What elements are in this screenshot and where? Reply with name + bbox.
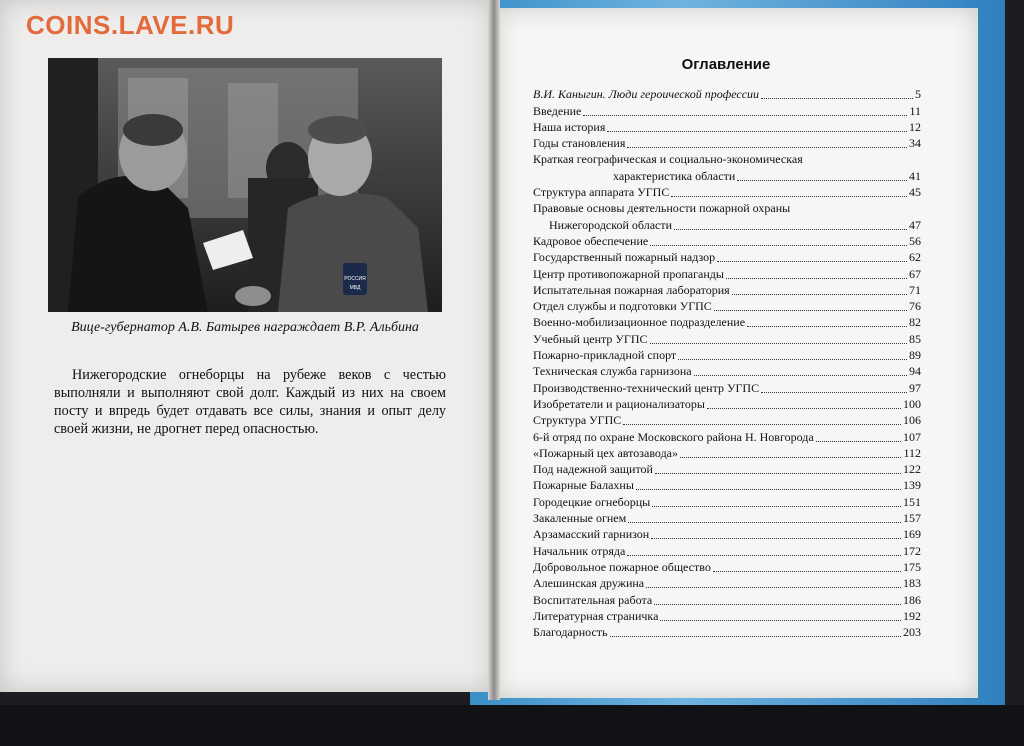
- toc-leader-dots: [726, 278, 907, 279]
- toc-entry-title: Воспитательная работа: [533, 592, 653, 607]
- toc-leader-dots: [680, 457, 901, 458]
- toc-entry-title: Пожарно-прикладной спорт: [533, 348, 677, 363]
- toc-entry-page: 56: [909, 233, 921, 248]
- toc-entry-page: 34: [909, 136, 921, 151]
- toc-entry-page: 183: [903, 576, 921, 591]
- toc-entry-title: Правовые основы деятельности пожарной охраны: [533, 201, 791, 216]
- toc-entry-title: Кадровое обеспечение: [533, 233, 649, 248]
- toc-entry-page: 94: [909, 364, 921, 379]
- toc-entry-title: Городецкие огнеборцы: [533, 494, 651, 509]
- toc-entry: [533, 379, 921, 395]
- toc-entry-title: Под надежной защитой: [533, 462, 653, 477]
- toc-entry-title: характеристика области: [613, 168, 736, 183]
- toc-leader-dots: [707, 408, 901, 409]
- toc-leader-dots: [627, 555, 901, 556]
- toc-entry-title: Техническая служба гарнизона: [533, 364, 692, 379]
- toc-leader-dots: [713, 571, 901, 572]
- toc-entry: [533, 347, 921, 363]
- toc-entry-title: Добровольное пожарное общество: [533, 559, 711, 574]
- toc-entry-page: 62: [909, 250, 921, 265]
- toc-entry-page: 169: [903, 527, 921, 542]
- toc-entry-title: Структура УГПС: [533, 413, 622, 428]
- toc-entry-page: 76: [909, 299, 921, 314]
- watermark: COINS.LAVE.RU: [26, 10, 235, 40]
- toc-leader-dots: [583, 115, 907, 116]
- toc-entry-page: 192: [903, 608, 921, 623]
- toc-entry: [533, 624, 921, 640]
- toc-leader-dots: [607, 131, 907, 132]
- toc-leader-dots: [671, 196, 907, 197]
- toc-leader-dots: [651, 538, 901, 539]
- toc-entry: [533, 282, 921, 298]
- toc-entry-page: 89: [909, 348, 921, 363]
- toc-entry-page: 186: [903, 592, 921, 607]
- toc-entry: [533, 412, 921, 428]
- toc-entry-title: Изобретатели и рационализаторы: [533, 396, 705, 411]
- toc-entry: [533, 200, 921, 216]
- toc-entry-page: 106: [903, 413, 921, 428]
- toc-entry-page: 139: [903, 478, 921, 493]
- toc-entry-page: 45: [909, 185, 921, 200]
- toc-entry: [533, 216, 921, 232]
- toc-entry-page: 82: [909, 315, 921, 330]
- toc-entry-title: «Пожарный цех автозавода»: [533, 445, 678, 460]
- toc-entry: [533, 363, 921, 379]
- toc-leader-dots: [761, 392, 907, 393]
- toc-entry: [533, 233, 921, 249]
- toc-entry-page: 97: [909, 380, 921, 395]
- toc-entry-page: 67: [909, 266, 921, 281]
- toc-entry: [533, 510, 921, 526]
- toc-entry: [533, 135, 921, 151]
- toc-entry-title: Государственный пожарный надзор: [533, 250, 716, 265]
- table-of-contents: [533, 86, 921, 640]
- toc-entry-title: 6-й отряд по охране Московского района Н. Новгорода: [533, 429, 814, 444]
- toc-entry: [533, 86, 921, 102]
- toc-entry-title: Испытательная пожарная лаборатория: [533, 282, 730, 297]
- toc-entry-title: Центр противопожарной пропаганды: [533, 266, 724, 281]
- toc-entry: [533, 102, 921, 118]
- toc-entry-title: Годы становления: [533, 136, 626, 151]
- toc-entry: [533, 298, 921, 314]
- toc-entry: [533, 526, 921, 542]
- toc-leader-dots: [674, 229, 907, 230]
- toc-entry-page: 12: [909, 119, 921, 134]
- toc-leader-dots: [694, 375, 907, 376]
- toc-leader-dots: [678, 359, 907, 360]
- toc-entry-page: 112: [903, 445, 921, 460]
- toc-entry-title: Литературная страничка: [533, 608, 659, 623]
- toc-leader-dots: [714, 310, 907, 311]
- photo-badge-text: РОССИЯ: [344, 276, 366, 282]
- toc-entry: [533, 575, 921, 591]
- toc-entry: [533, 167, 921, 183]
- toc-leader-dots: [627, 147, 907, 148]
- toc-entry-title: В.И. Каныгин. Люди героической профессии: [533, 87, 760, 102]
- background-strip: [0, 705, 1024, 746]
- toc-entry: [533, 591, 921, 607]
- toc-entry: [533, 265, 921, 281]
- toc-entry-title: Учебный центр УГПС: [533, 331, 648, 346]
- toc-leader-dots: [646, 587, 901, 588]
- toc-leader-dots: [650, 245, 907, 246]
- toc-entry-page: 172: [903, 543, 921, 558]
- toc-entry-page: 100: [903, 396, 921, 411]
- toc-title: Оглавление: [681, 56, 771, 73]
- toc-entry-page: 47: [909, 217, 921, 232]
- toc-entry-title: Алешинская дружина: [533, 576, 645, 591]
- toc-entry-page: 175: [903, 559, 921, 574]
- toc-leader-dots: [747, 326, 907, 327]
- toc-leader-dots: [816, 441, 901, 442]
- toc-entry: [533, 151, 921, 167]
- toc-entry: [533, 559, 921, 575]
- toc-entry-page: 5: [915, 87, 921, 102]
- toc-entry: [533, 330, 921, 346]
- toc-entry: [533, 119, 921, 135]
- photo-caption: Вице-губернатор А.В. Батырев награждает В.Р. Альбина: [71, 320, 419, 335]
- toc-entry-title: Структура аппарата УГПС: [533, 185, 670, 200]
- toc-entry-title: Военно-мобилизационное подразделение: [533, 315, 746, 330]
- toc-entry-page: 85: [909, 331, 921, 346]
- svg-text:МВД: МВД: [349, 285, 361, 291]
- toc-leader-dots: [660, 620, 901, 621]
- toc-entry: [533, 477, 921, 493]
- toc-leader-dots: [610, 636, 901, 637]
- toc-entry-page: 71: [909, 282, 921, 297]
- toc-entry-title: Благодарность: [533, 625, 608, 640]
- toc-entry-page: 11: [909, 103, 921, 118]
- toc-entry-title: Начальник отряда: [533, 543, 626, 558]
- toc-entry-title: Закаленные огнем: [533, 511, 627, 526]
- toc-entry: [533, 608, 921, 624]
- toc-leader-dots: [650, 343, 907, 344]
- toc-leader-dots: [652, 506, 901, 507]
- toc-entry-title: Наша история: [533, 119, 606, 134]
- toc-entry-page: 203: [903, 625, 921, 640]
- toc-entry: [533, 542, 921, 558]
- book-gutter: [488, 0, 500, 700]
- toc-leader-dots: [623, 424, 901, 425]
- body-paragraph: Нижегородские огнеборцы на рубеже веков с честью выполняли и выполняют свой долг. Каждый из них на своем посту и впредь будет отдавать все силы, знания и опыт делу своей жизни, не дрогнет перед опасностью.: [54, 367, 446, 437]
- toc-leader-dots: [761, 98, 913, 99]
- toc-entry: [533, 184, 921, 200]
- toc-leader-dots: [717, 261, 907, 262]
- toc-entry-page: 107: [903, 429, 921, 444]
- toc-leader-dots: [737, 180, 907, 181]
- photo: [48, 58, 442, 312]
- toc-leader-dots: [732, 294, 907, 295]
- toc-entry-page: 151: [903, 494, 921, 509]
- toc-entry-title: Нижегородской области: [549, 217, 673, 232]
- toc-entry-title: Отдел службы и подготовки УГПС: [533, 299, 712, 314]
- toc-entry-title: Пожарные Балахны: [533, 478, 634, 493]
- toc-entry: [533, 445, 921, 461]
- toc-leader-dots: [654, 604, 901, 605]
- toc-entry: [533, 314, 921, 330]
- toc-entry: [533, 461, 921, 477]
- toc-leader-dots: [655, 473, 901, 474]
- toc-entry-title: Введение: [533, 103, 582, 118]
- toc-entry: [533, 428, 921, 444]
- toc-entry-title: Производственно-технический центр УГПС: [533, 380, 760, 395]
- toc-entry-page: 41: [909, 168, 921, 183]
- toc-leader-dots: [628, 522, 901, 523]
- toc-leader-dots: [636, 489, 901, 490]
- toc-entry: [533, 249, 921, 265]
- toc-entry-title: Краткая географическая и социально-экономическая: [533, 152, 803, 167]
- toc-entry: [533, 396, 921, 412]
- toc-entry: [533, 493, 921, 509]
- award-ceremony-photo: [48, 58, 442, 312]
- toc-entry-page: 122: [903, 462, 921, 477]
- toc-entry-title: Арзамасский гарнизон: [533, 527, 650, 542]
- toc-entry-page: 157: [903, 511, 921, 526]
